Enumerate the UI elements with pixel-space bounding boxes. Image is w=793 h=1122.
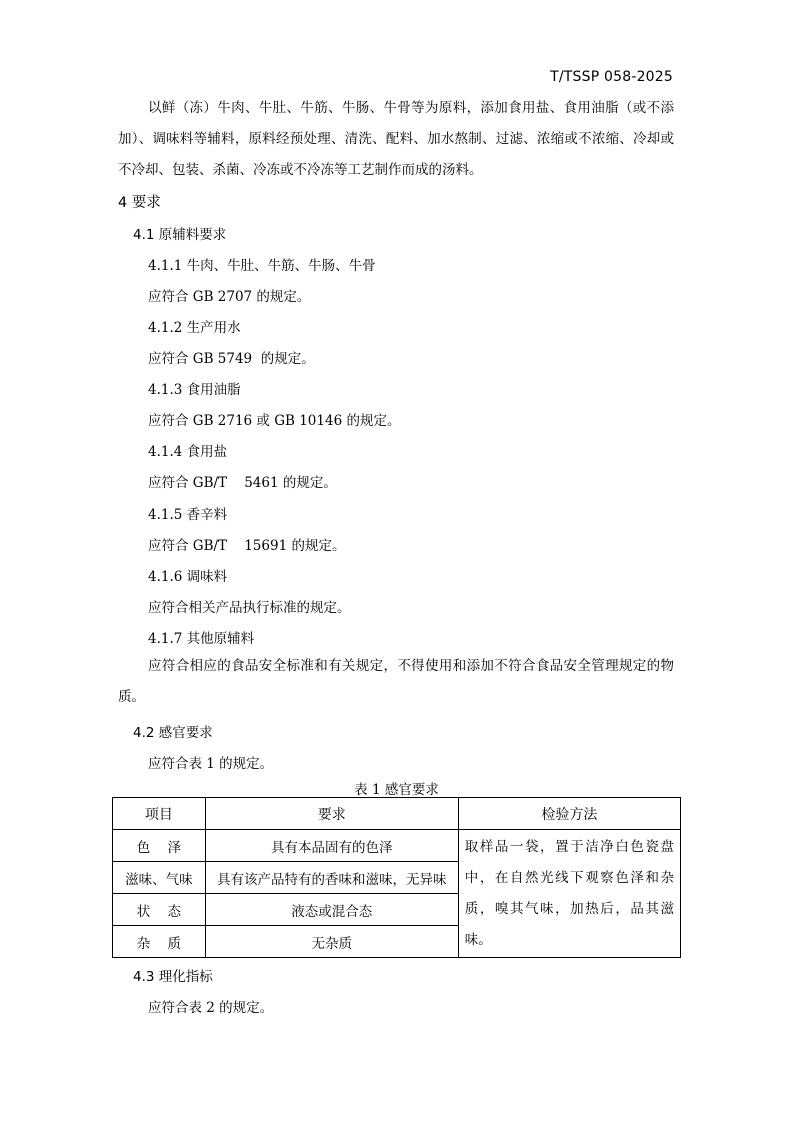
- row-item-cell: 杂 质: [113, 926, 206, 958]
- clause-4-1-5-text: 应符合 GB/T 15691 的规定。: [148, 538, 346, 554]
- row-requirement-cell: 具有该产品特有的香味和滋味，无异味: [205, 862, 458, 894]
- row-item-cell: 滋味、气味: [113, 862, 206, 894]
- clause-4-1-2-title: 4.1.2 生产用水: [148, 320, 241, 336]
- table-header-row: [113, 798, 681, 830]
- clause-4-1-4-text: 应符合 GB/T 5461 的规定。: [148, 475, 337, 491]
- clause-4-1-4-title: 4.1.4 食用盐: [148, 444, 228, 460]
- clause-4-1-2-text: 应符合 GB 5749 的规定。: [148, 351, 315, 367]
- inspection-method-cell: 取样品一袋，置于洁净白色瓷盘中，在自然光线下观察色泽和杂质，嗅其气味，加热后，品其滋味。: [458, 830, 680, 958]
- clause-4-1-1-title: 4.1.1 牛肉、牛肚、牛筋、牛肠、牛骨: [148, 258, 376, 274]
- row-item-cell: 色 泽: [113, 830, 206, 862]
- clause-4-1-6-title: 4.1.6 调味料: [148, 569, 228, 585]
- clause-4-1-1-text: 应符合 GB 2707 的规定。: [148, 289, 311, 305]
- section-4-2-text: 应符合表 1 的规定。: [148, 756, 274, 772]
- clause-4-1-7-title: 4.1.7 其他原辅料: [148, 631, 255, 647]
- clause-4-1-5-title: 4.1.5 香辛料: [148, 507, 228, 523]
- row-item-cell: 状 态: [113, 894, 206, 926]
- column-header-method: 检验方法: [458, 798, 680, 830]
- table-row: [113, 830, 681, 862]
- row-requirement-cell: 无杂质: [205, 926, 458, 958]
- section-4-3-text: 应符合表 2 的规定。: [148, 1000, 274, 1016]
- row-requirement-cell: 液态或混合态: [205, 894, 458, 926]
- column-header-requirement: 要求: [205, 798, 458, 830]
- sensory-requirements-table: [112, 797, 681, 958]
- clause-4-1-6-text: 应符合相关产品执行标准的规定。: [148, 600, 351, 616]
- table-1-caption: 表 1 感官要求: [354, 782, 439, 798]
- row-requirement-cell: 具有本品固有的色泽: [205, 830, 458, 862]
- clause-4-1-7-text: 应符合相应的食品安全标准和有关规定，不得使用和添加不符合食品安全管理规定的物质。: [118, 658, 674, 705]
- section-4-3-heading: 4.3 理化指标: [133, 969, 213, 985]
- document-code: T/TSSP 058-2025: [550, 69, 673, 85]
- section-4-2-heading: 4.2 感官要求: [133, 725, 213, 741]
- section-4-1-heading: 4.1 原辅料要求: [133, 227, 227, 243]
- section-4-heading: 4 要求: [118, 195, 161, 211]
- column-header-item: 项目: [113, 798, 206, 830]
- clause-4-1-3-title: 4.1.3 食用油脂: [148, 382, 241, 398]
- clause-4-1-3-text: 应符合 GB 2716 或 GB 10146 的规定。: [148, 413, 401, 429]
- intro-paragraph: 以鲜（冻）牛肉、牛肚、牛筋、牛肠、牛骨等为原料，添加食用盐、食用油脂（或不添加）、调味料等辅料，原料经预处理、清洗、配料、加水熬制、过滤、浓缩或不浓缩、冷却或不冷却、包装、杀菌、冷冻或不冷冻等工艺制作而成的汤料。: [118, 100, 674, 178]
